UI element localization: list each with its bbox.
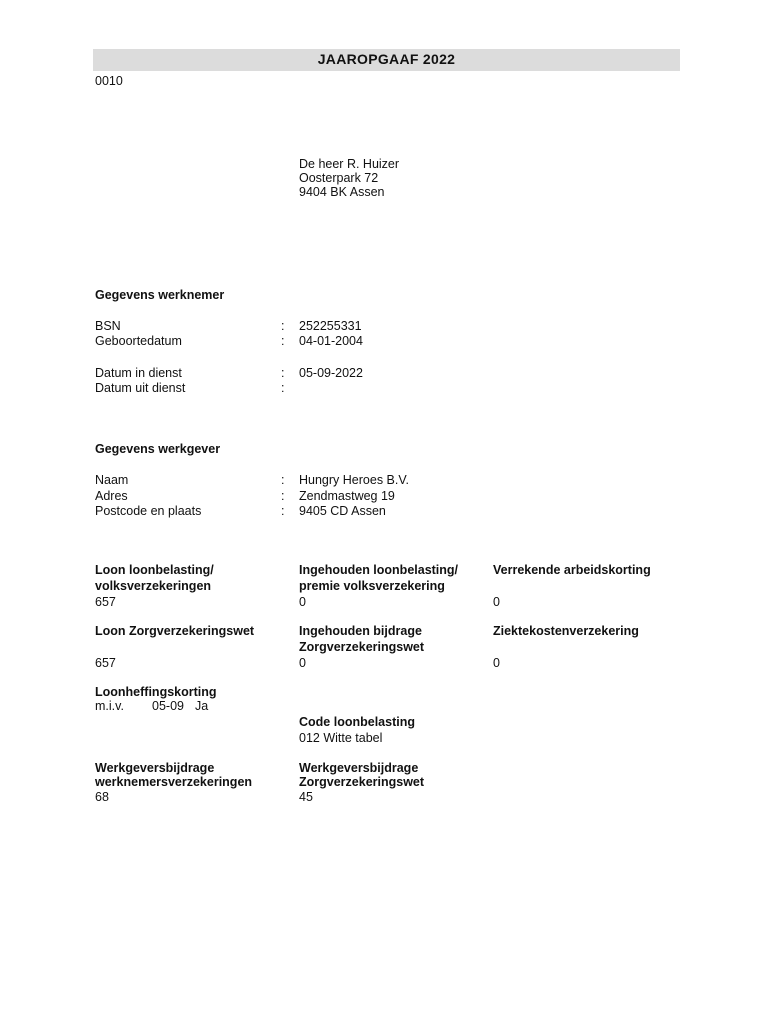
employer-address-label: Adres	[95, 489, 128, 503]
dob-label: Geboortedatum	[95, 334, 182, 348]
bsn-value: 252255331	[299, 319, 362, 333]
code-lb-label: Code loonbelasting	[299, 715, 415, 729]
recipient-name: De heer R. Huizer	[299, 157, 400, 171]
wg-ww-label-2: werknemersverzekeringen	[95, 775, 253, 789]
employer-city-value: 9405 CD Assen	[299, 504, 386, 518]
employee-heading: Gegevens werknemer	[95, 288, 225, 302]
title-bar	[93, 49, 680, 71]
wg-ww-label-1: Werkgeversbijdrage	[95, 761, 215, 775]
employer-name-value: Hungry Heroes B.V.	[299, 473, 410, 487]
ziekte-label: Ziektekostenverzekering	[493, 624, 639, 638]
ingeh-lb-label-1: Ingehouden loonbelasting/	[299, 563, 459, 577]
ingeh-zvw-value: 0	[299, 656, 306, 670]
dob-row	[95, 334, 695, 349]
verr-ak-label: Verrekende arbeidskorting	[493, 563, 651, 577]
lhk-date: 05-09	[152, 699, 184, 713]
bsn-row	[95, 319, 695, 334]
loon-lb-label-1: Loon loonbelasting/	[95, 563, 214, 577]
lhk-label: Loonheffingskorting	[95, 685, 217, 699]
recipient-city: 9404 BK Assen	[299, 185, 385, 199]
recipient-street: Oosterpark 72	[299, 171, 379, 185]
ingeh-zvw-label-2: Zorgverzekeringswet	[299, 640, 425, 654]
ingeh-lb-label-2: premie volksverzekering	[299, 579, 445, 593]
loon-lb-value: 657	[95, 595, 116, 609]
lhk-ja: Ja	[195, 699, 209, 713]
lhk-miv: m.i.v.	[95, 699, 124, 713]
bsn-label: BSN	[95, 319, 121, 333]
loon-zvw-value: 657	[95, 656, 116, 670]
employer-address-value: Zendmastweg 19	[299, 489, 395, 503]
colon: :	[281, 473, 285, 487]
wg-zvw-label-1: Werkgeversbijdrage	[299, 761, 419, 775]
end-date-row	[95, 381, 695, 396]
colon: :	[281, 366, 285, 380]
ingeh-lb-value: 0	[299, 595, 306, 609]
wg-zvw-label-2: Zorgverzekeringswet	[299, 775, 425, 789]
start-date-label: Datum in dienst	[95, 366, 182, 380]
wg-ww-value: 68	[95, 790, 109, 804]
colon: :	[281, 489, 285, 503]
employer-city-row	[95, 504, 695, 519]
ingeh-zvw-label-1: Ingehouden bijdrage	[299, 624, 422, 638]
document-title: JAAROPGAAF 2022	[317, 51, 456, 67]
document-code: 0010	[95, 74, 123, 88]
colon: :	[281, 381, 285, 395]
colon: :	[281, 334, 285, 348]
employer-address-row	[95, 489, 695, 504]
employer-heading: Gegevens werkgever	[95, 442, 221, 456]
colon: :	[281, 504, 285, 518]
start-date-value: 05-09-2022	[299, 366, 363, 380]
employer-name-label: Naam	[95, 473, 129, 487]
employer-name-row	[95, 473, 695, 488]
ziekte-value: 0	[493, 656, 500, 670]
loon-zvw-label: Loon Zorgverzekeringswet	[95, 624, 255, 638]
colon: :	[281, 319, 285, 333]
wg-zvw-value: 45	[299, 790, 313, 804]
verr-ak-value: 0	[493, 595, 500, 609]
code-lb-value: 012 Witte tabel	[299, 731, 383, 745]
start-date-row	[95, 366, 695, 381]
loon-lb-label-2: volksverzekeringen	[95, 579, 212, 593]
end-date-label: Datum uit dienst	[95, 381, 186, 395]
dob-value: 04-01-2004	[299, 334, 363, 348]
employer-city-label: Postcode en plaats	[95, 504, 202, 518]
